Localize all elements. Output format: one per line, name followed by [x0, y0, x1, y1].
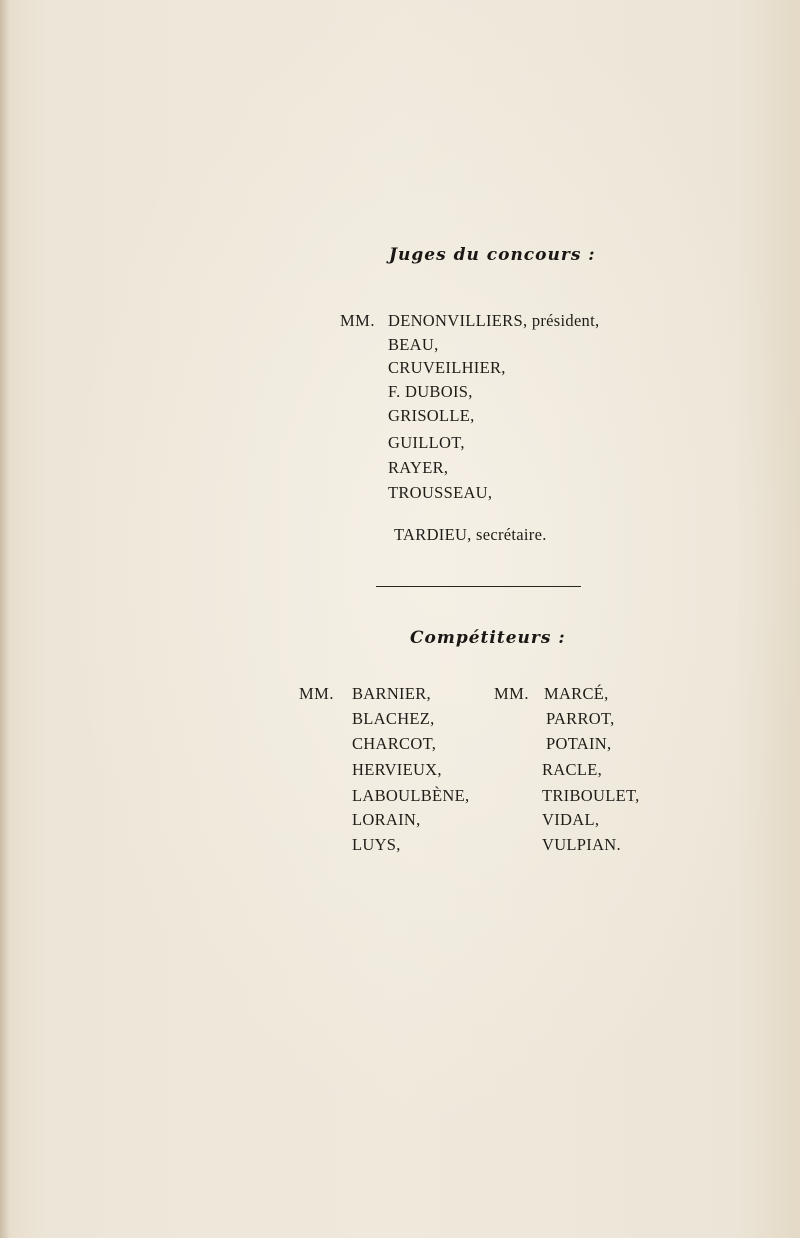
- competitor-name-left: BARNIER,: [352, 684, 431, 703]
- judge-name: F. DUBOIS,: [388, 382, 473, 401]
- competitor-name-right: VULPIAN.: [542, 835, 621, 854]
- judge-name: GRISOLLE,: [388, 406, 475, 425]
- competitor-name-left: BLACHEZ,: [352, 709, 435, 728]
- competitor-name-left: LORAIN,: [352, 810, 421, 829]
- judges-mm-label: MM.: [340, 311, 375, 330]
- page-edge-shadow: [0, 0, 10, 1238]
- judges-heading: Juges du concours :: [389, 245, 596, 265]
- section-divider-rule: [376, 586, 581, 587]
- judge-name: GUILLOT,: [388, 433, 465, 452]
- competitor-name-right: PARROT,: [546, 709, 615, 728]
- judges-secretary: TARDIEU, secrétaire.: [394, 525, 547, 544]
- competitors-right-mm-label: MM.: [494, 684, 529, 703]
- judge-name: RAYER,: [388, 458, 449, 477]
- competitors-left-mm-label: MM.: [299, 684, 334, 703]
- competitor-name-left: LABOULBÈNE,: [352, 786, 470, 805]
- competitor-name-right: RACLE,: [542, 760, 603, 779]
- competitor-name-right: VIDAL,: [542, 810, 600, 829]
- competitors-heading: Compétiteurs :: [410, 628, 566, 648]
- competitor-name-right: MARCÉ,: [544, 684, 609, 703]
- judge-name: CRUVEILHIER,: [388, 358, 506, 377]
- competitor-name-right: TRIBOULET,: [542, 786, 640, 805]
- judge-name: BEAU,: [388, 335, 439, 354]
- competitor-name-right: POTAIN,: [546, 734, 612, 753]
- judge-name: DENONVILLIERS, président,: [388, 311, 600, 330]
- competitor-name-left: HERVIEUX,: [352, 760, 442, 779]
- competitor-name-left: LUYS,: [352, 835, 401, 854]
- competitor-name-left: CHARCOT,: [352, 734, 437, 753]
- judge-name: TROUSSEAU,: [388, 483, 493, 502]
